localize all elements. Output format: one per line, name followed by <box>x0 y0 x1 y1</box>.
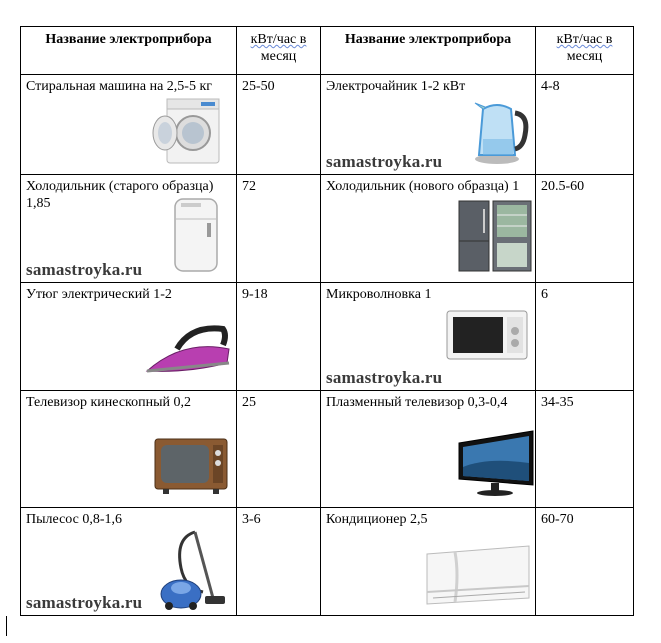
kwh-cell: 4-8 <box>536 75 634 175</box>
appliance-cell <box>21 283 237 391</box>
appliance-cell <box>321 283 536 391</box>
washing-machine-icon <box>151 97 221 165</box>
appliance-name: Телевизор кинескопный 0,2 <box>26 395 192 410</box>
table-row <box>21 75 634 175</box>
header-row <box>21 27 634 75</box>
energy-consumption-table <box>20 26 634 616</box>
appliance-cell <box>21 75 237 175</box>
kwh-cell: 72 <box>237 175 321 283</box>
appliance-cell <box>321 391 536 508</box>
old-refrigerator-icon <box>171 197 221 273</box>
plasma-tv-icon <box>457 429 535 499</box>
watermark: samastroyka.ru <box>326 152 443 171</box>
appliance-name: Холодильник (старого образца) 1,85 <box>26 179 214 211</box>
watermark: samastroyka.ru <box>326 368 443 387</box>
watermark: samastroyka.ru <box>26 593 143 612</box>
electric-kettle-icon <box>471 95 531 165</box>
modern-refrigerator-icon <box>457 199 533 273</box>
header-appliance-name: Название электроприбора <box>21 27 237 75</box>
appliance-name: Холодильник (нового образца) 1 <box>326 179 520 194</box>
watermark: samastroyka.ru <box>26 260 143 279</box>
kwh-cell: 34-35 <box>536 391 634 508</box>
microwave-icon <box>445 309 529 361</box>
kwh-cell: 9-18 <box>237 283 321 391</box>
vacuum-cleaner-icon <box>155 528 231 612</box>
table-row <box>21 508 634 616</box>
header-kwh-line2: месяц <box>566 49 603 64</box>
appliance-name: Пылесос 0,8-1,6 <box>26 512 123 527</box>
appliance-cell <box>321 508 536 616</box>
appliance-cell <box>21 175 237 283</box>
kwh-cell: 60-70 <box>536 508 634 616</box>
appliance-cell <box>21 508 237 616</box>
table-row <box>21 175 634 283</box>
electric-iron-icon <box>143 319 233 379</box>
header-kwh-line1: кВт/час в <box>250 32 307 47</box>
appliance-cell <box>21 391 237 508</box>
kwh-cell: 20.5-60 <box>536 175 634 283</box>
kwh-cell: 25 <box>237 391 321 508</box>
appliance-name: Кондиционер 2,5 <box>326 512 428 527</box>
air-conditioner-icon <box>425 544 531 606</box>
table-row <box>21 283 634 391</box>
table-row <box>21 391 634 508</box>
header-kwh <box>536 27 634 75</box>
kwh-cell: 3-6 <box>237 508 321 616</box>
header-kwh-line2: месяц <box>260 49 297 64</box>
header-appliance-name: Название электроприбора <box>321 27 536 75</box>
header-kwh <box>237 27 321 75</box>
text-cursor <box>6 616 7 636</box>
appliance-name: Микроволновка 1 <box>326 287 432 302</box>
appliance-name: Электрочайник 1-2 кВт <box>326 79 466 94</box>
appliance-cell <box>321 75 536 175</box>
appliance-cell <box>321 175 536 283</box>
kwh-cell: 6 <box>536 283 634 391</box>
appliance-name: Стиральная машина на 2,5-5 кг <box>26 79 212 94</box>
header-kwh-line1: кВт/час в <box>556 32 613 47</box>
crt-tv-icon <box>153 437 229 495</box>
kwh-cell: 25-50 <box>237 75 321 175</box>
appliance-name: Плазменный телевизор 0,3-0,4 <box>326 395 508 410</box>
appliance-name: Утюг электрический 1-2 <box>26 287 172 302</box>
